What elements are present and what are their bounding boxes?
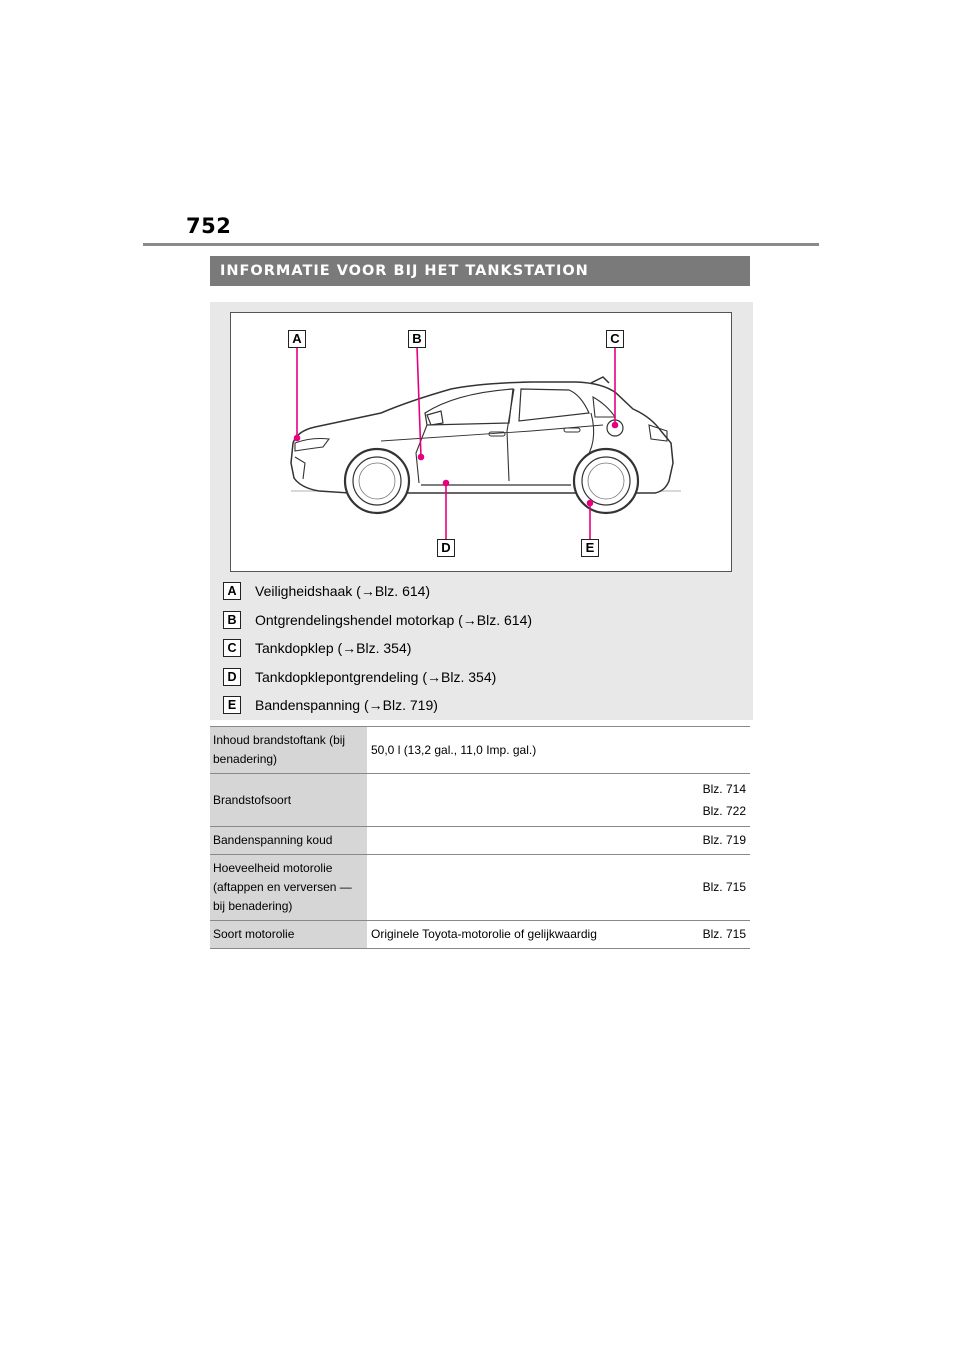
leader-b-dot xyxy=(419,455,424,460)
leader-d-dot xyxy=(444,481,449,486)
legend-item xyxy=(223,639,743,668)
callout-e: E xyxy=(581,539,599,557)
callout-b: B xyxy=(408,330,426,348)
row-label: Inhoud brandstoftank (bij benadering) xyxy=(210,727,367,774)
legend-text: Tankdopklep (→Blz. 354) xyxy=(255,640,412,656)
page-reference: Blz. 722 xyxy=(702,804,746,818)
callout-d: D xyxy=(437,539,455,557)
diagram-legend xyxy=(223,582,743,725)
page-reference: Blz. 715 xyxy=(702,927,746,941)
legend-text: Tankdopklepontgrendeling (→Blz. 354) xyxy=(255,668,497,685)
legend-letter: C xyxy=(223,639,241,657)
table-row xyxy=(210,921,750,949)
row-value: Originele Toyota-motorolie of gelijkwaardig xyxy=(371,927,597,941)
section-title: INFORMATIE VOOR BIJ HET TANKSTATION xyxy=(210,256,750,286)
rear-wheel xyxy=(574,449,638,513)
page-reference: Blz. 714 xyxy=(702,782,746,796)
legend-letter: A xyxy=(223,582,241,600)
legend-letter: D xyxy=(223,668,241,686)
legend-text: Bandenspanning (→Blz. 719) xyxy=(255,697,438,713)
legend-item xyxy=(223,668,743,697)
legend-item xyxy=(223,611,743,640)
table-row xyxy=(210,727,750,774)
car-diagram xyxy=(230,312,732,572)
legend-text: Veiligheidshaak (→Blz. 614) xyxy=(255,583,431,599)
car-side-view-illustration xyxy=(231,313,731,571)
header-rule xyxy=(143,243,819,246)
legend-item xyxy=(223,582,743,611)
row-label: Soort motorolie xyxy=(210,921,367,949)
leader-e-dot xyxy=(588,501,593,506)
callout-c: C xyxy=(606,330,624,348)
row-label: Bandenspanning koud xyxy=(210,827,367,855)
page-number: 752 xyxy=(186,214,232,238)
roof-spoiler xyxy=(591,377,609,383)
front-wheel xyxy=(345,449,409,513)
legend-letter: E xyxy=(223,696,241,714)
row-label: Brandstofsoort xyxy=(210,774,367,827)
leader-a-dot xyxy=(295,436,300,441)
legend-text: Ontgrendelingshendel motorkap (→Blz. 614) xyxy=(255,611,533,628)
table-row xyxy=(210,855,750,921)
legend-item xyxy=(223,696,743,725)
leader-c-dot xyxy=(613,423,618,428)
page-reference: Blz. 719 xyxy=(702,833,746,847)
figure-panel xyxy=(210,302,753,720)
table-row xyxy=(210,774,750,827)
page-reference: Blz. 715 xyxy=(702,880,746,894)
fuel-info-table xyxy=(210,726,750,949)
callout-a: A xyxy=(288,330,306,348)
legend-letter: B xyxy=(223,611,241,629)
row-label: Hoeveelheid motorolie (aftappen en verversen — bij benadering) xyxy=(210,855,367,921)
row-value: 50,0 l (13,2 gal., 11,0 Imp. gal.) xyxy=(371,742,537,757)
table-row xyxy=(210,827,750,855)
